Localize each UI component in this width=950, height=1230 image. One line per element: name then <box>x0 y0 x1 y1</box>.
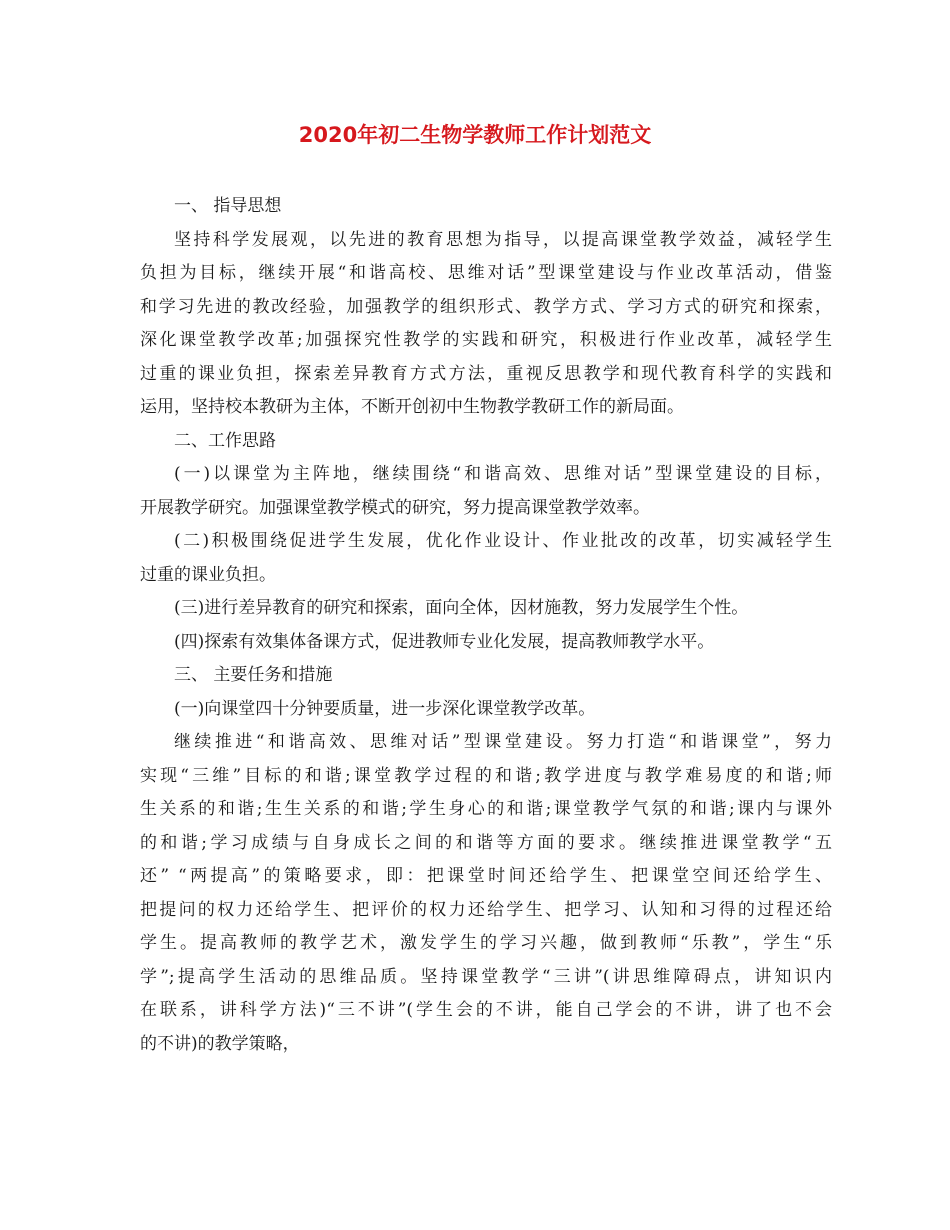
paragraph-line: (四)探索有效集体备课方式，促进教师专业化发展，提高教师教学水平。 <box>174 631 715 652</box>
paragraph-line: 开展教学研究。加强课堂教学模式的研究，努力提高课堂教学效率。 <box>140 497 650 518</box>
paragraph-line: 还” “两提高”的策略要求，即：把课堂时间还给学生、把课堂空间还给学生、 <box>140 866 832 886</box>
paragraph-line: 生关系的和谐;生生关系的和谐;学生身心的和谐;课堂教学气氛的和谐;课内与课外 <box>140 799 832 819</box>
paragraph-line: 继续推进“和谐高效、思维对话”型课堂建设。努力打造“和谐课堂”，努力 <box>174 732 832 752</box>
paragraph-line: (一)向课堂四十分钟要质量，进一步深化课堂教学改革。 <box>174 698 596 719</box>
paragraph-line: 把提问的权力还给学生、把评价的权力还给学生、把学习、认知和习得的过程还给 <box>140 899 832 920</box>
paragraph-line: 学生。提高教师的教学艺术，激发学生的学习兴趣，做到教师“乐教”，学生“乐 <box>140 933 832 953</box>
paragraph-line: 深化课堂教学改革;加强探究性教学的实践和研究，积极进行作业改革，减轻学生 <box>140 330 832 350</box>
paragraph-line: 实现“三维”目标的和谐;课堂教学过程的和谐;教学进度与教学难易度的和谐;师 <box>140 765 832 786</box>
document-body <box>140 190 832 1061</box>
paragraph-line: 负担为目标，继续开展“和谐高校、思维对话”型课堂建设与作业改革活动，借鉴 <box>140 263 832 283</box>
document-title: 2020年初二生物学教师工作计划范文 <box>298 123 652 147</box>
paragraph-line: 一、 指导思想 <box>174 196 282 216</box>
paragraph-line: (三)进行差异教育的研究和探索，面向全体，因材施教，努力发展学生个性。 <box>174 598 749 618</box>
paragraph-line: (一)以课堂为主阵地，继续围绕“和谐高效、思维对话”型课堂建设的目标， <box>174 464 832 484</box>
paragraph-line: 过重的课业负担，探索差异教育方式方法，重视反思教学和现代教育科学的实践和 <box>140 363 832 384</box>
paragraph-line: 的和谐;学习成绩与自身成长之间的和谐等方面的要求。继续推进课堂教学“五 <box>140 832 832 853</box>
paragraph-line: 的不讲)的教学策略， <box>140 1033 300 1054</box>
paragraph-line: (二)积极围绕促进学生发展，优化作业设计、作业批改的改革，切实减轻学生 <box>174 531 832 551</box>
paragraph-line: 运用，坚持校本教研为主体，不断开创初中生物教学教研工作的新局面。 <box>140 397 684 417</box>
paragraph-line: 三、 主要任务和措施 <box>174 665 333 685</box>
paragraph-line: 过重的课业负担。 <box>140 564 276 585</box>
paragraph-line: 在联系，讲科学方法)“三不讲”(学生会的不讲，能自己学会的不讲，讲了也不会 <box>140 1000 832 1020</box>
paragraph-line: 学”;提高学生活动的思维品质。坚持课堂教学“三讲”(讲思维障碍点，讲知识内 <box>140 966 832 987</box>
paragraph-line: 二、工作思路 <box>174 430 276 451</box>
paragraph-line: 和学习先进的教改经验，加强教学的组织形式、教学方式、学习方式的研究和探索， <box>140 296 832 317</box>
paragraph-line: 坚持科学发展观，以先进的教育思想为指导，以提高课堂教学效益，减轻学生 <box>174 229 832 250</box>
